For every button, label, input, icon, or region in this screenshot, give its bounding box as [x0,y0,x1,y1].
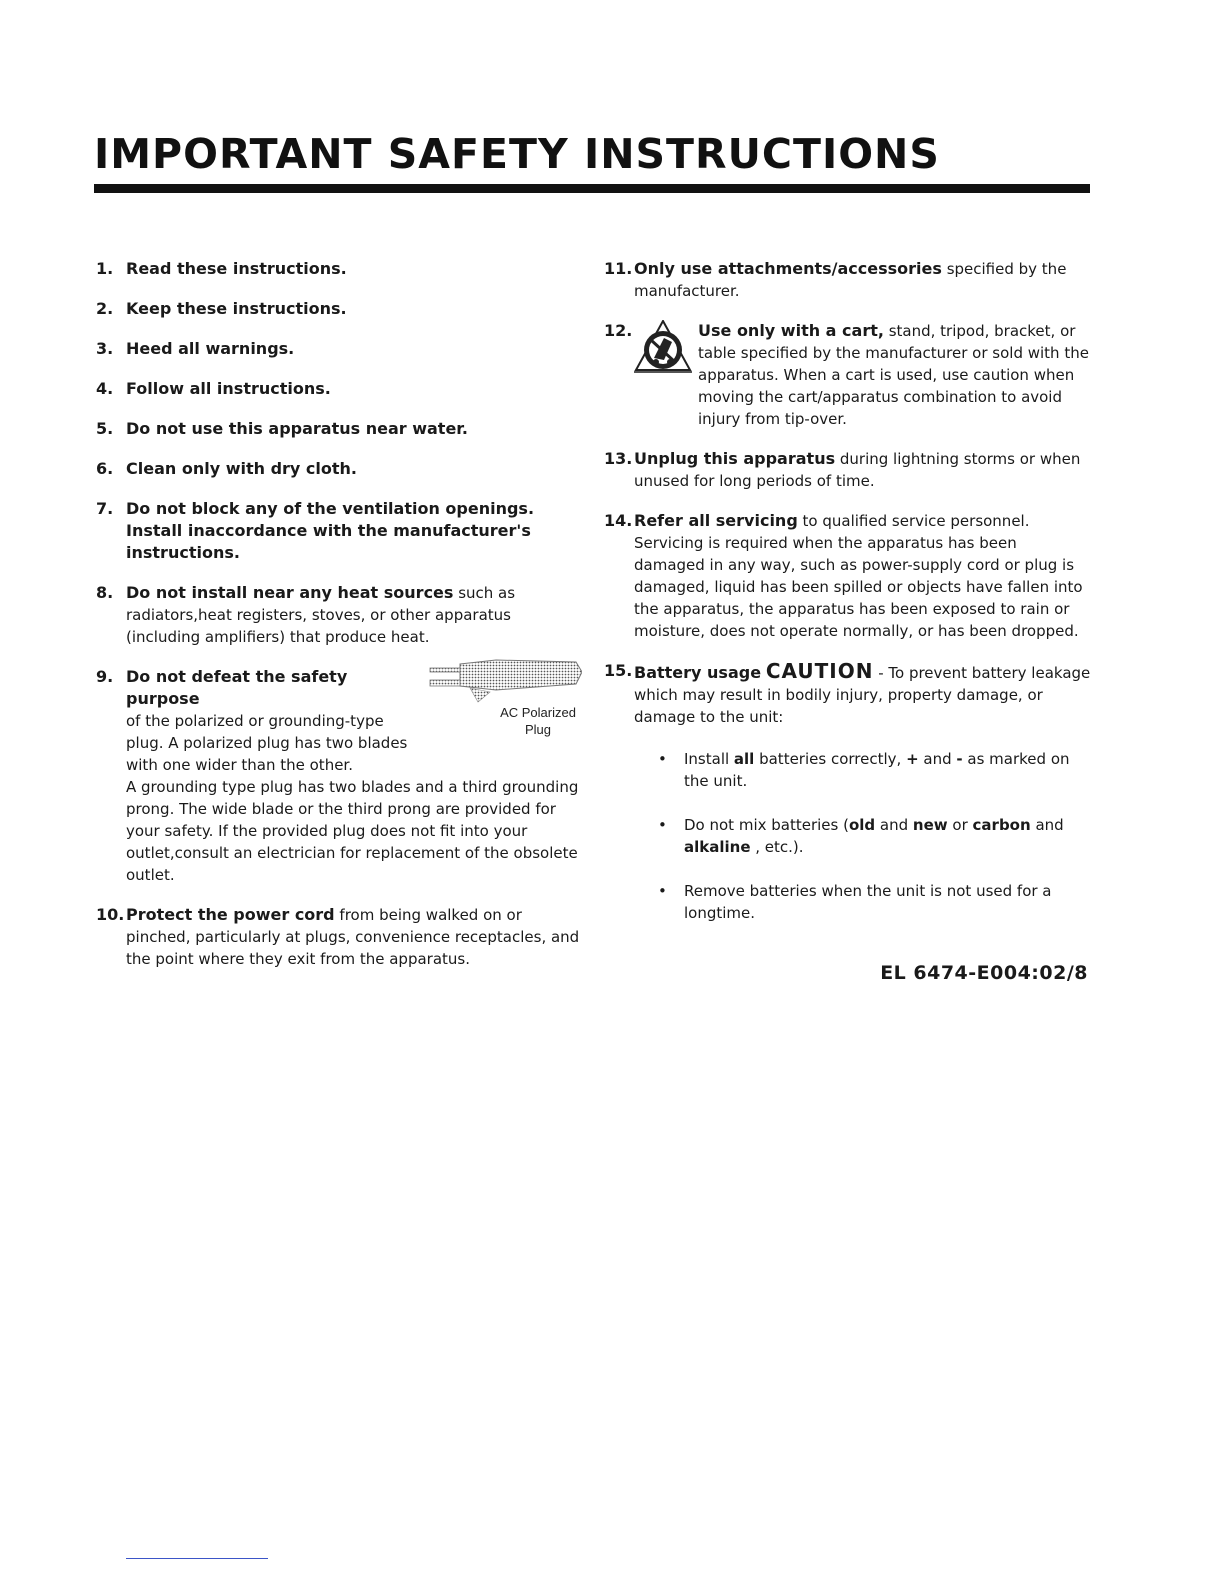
bullet-emphasis: all [733,750,755,768]
instruction-4 [94,378,584,400]
bullet-text: Remove batteries when the unit is not used for a longtime. [684,882,1052,922]
instruction-14 [602,510,1092,642]
item-text: of the polarized or grounding-type plug. A polarized plug has two blades with one wider than the other. [126,712,408,774]
bullet-emphasis: new [912,816,948,834]
bullet-text: and [875,816,913,834]
item-heading: Follow all instructions. [126,379,331,398]
instruction-3 [94,338,584,360]
list-item [654,880,1092,924]
instruction-7 [94,498,584,564]
instruction-15 [602,660,1092,924]
list-item [654,814,1092,858]
item-text-continued: A grounding type plug has two blades and a third grounding prong. The wide blade or the third prong are provided for your safety. If the provided plug does not fit into your outlet,consult an electrician for replacement of the obsolete outlet. [126,778,579,884]
item-heading: Protect the power cord [126,905,335,924]
battery-bullet-list [634,748,1092,924]
bullet-text: , etc.). [750,838,804,856]
item-number: 3. [96,339,114,358]
item-heading: Clean only with dry cloth. [126,459,357,478]
item-number: 8. [96,583,114,602]
instruction-1 [94,258,584,280]
bullet-dot: • [658,882,667,900]
left-column [94,258,584,988]
item-heading: Battery usage [634,663,762,682]
bullet-emphasis: alkaline [684,838,751,856]
item-number: 7. [96,499,114,518]
bullet-text: or [947,816,973,834]
cart-tip-over-warning-icon [634,320,692,376]
bullet-dot: • [658,750,667,768]
plus-sign: + [906,750,919,768]
plug-label-line-1: AC Polarized [500,705,576,720]
bullet-text: Install [684,750,734,768]
item-heading: Only use attachments/accessories [634,259,942,278]
document-code: EL 6474-E004:02/8 [880,962,1088,984]
plug-caption [490,704,586,738]
instruction-5 [94,418,584,440]
item-text: from being walked on or pinched, particularly at plugs, convenience receptacles, and the point where they exit from the apparatus. [126,906,580,968]
footer-link-underline [126,1558,268,1559]
item-text: such as radiators,heat registers, stoves, or other apparatus (including amplifiers) that produce heat. [126,584,516,646]
instruction-13 [602,448,1092,492]
item-number: 14. [604,511,633,530]
bullet-text: and [918,750,957,768]
list-item [654,748,1092,792]
bullet-dot: • [658,816,667,834]
bullet-text: as marked on the unit. [684,750,1070,790]
item-text: to qualified service personnel. Servicing is required when the apparatus has been damaged in any way, such as power-supply cord or plug is damaged, liquid has been spilled or objects have fallen into the apparatus, the apparatus has been exposed to rain or moisture, does not operate normally, or has been dropped. [634,512,1083,640]
bullet-emphasis: carbon [972,816,1031,834]
title-rule [94,184,1090,193]
item-heading: Do not block any of the ventilation openings. Install inaccordance with the manufacturer's instructions. [126,499,535,562]
item-heading: Read these instructions. [126,259,347,278]
item-heading: Unplug this apparatus [634,449,836,468]
item-number: 1. [96,259,114,278]
caution-label: CAUTION [765,659,874,683]
item-heading: Do not use this apparatus near water. [126,419,468,438]
item-number: 5. [96,419,114,438]
bullet-text: and [1030,816,1064,834]
bullet-text: Do not mix batteries ( [684,816,849,834]
plug-label-line-2: Plug [524,722,552,737]
instruction-12 [602,320,1092,430]
item-heading: Heed all warnings. [126,339,295,358]
item-number: 4. [96,379,114,398]
item-text: stand, tripod, bracket, or table specified by the manufacturer or sold with the apparatus. When a cart is used, use caution when moving the cart/apparatus combination to avoid injury from tip-over. [698,322,1089,428]
item-heading: Use only with a cart, [698,321,884,340]
item-number: 15. [604,661,633,680]
item-number: 12. [604,321,633,340]
bullet-emphasis: old [848,816,876,834]
minus-sign: - [956,750,963,768]
item-text: during lightning storms or when unused for long periods of time. [634,450,1081,490]
instruction-10 [94,904,584,970]
bullet-text: batteries correctly, [754,750,907,768]
page-title: IMPORTANT SAFETY INSTRUCTIONS [94,130,940,178]
instruction-11 [602,258,1092,302]
instruction-8 [94,582,584,648]
item-number: 9. [96,667,114,686]
item-text: specified by the manufacturer. [634,260,1067,300]
item-number: 13. [604,449,633,468]
item-heading: Do not defeat the safety purpose [126,667,348,708]
item-number: 11. [604,259,633,278]
item-number: 6. [96,459,114,478]
item-number: 2. [96,299,114,318]
item-heading: Keep these instructions. [126,299,347,318]
item-number: 10. [96,905,125,924]
item-heading: Refer all servicing [634,511,798,530]
right-column [602,258,1092,946]
instruction-6 [94,458,584,480]
polarized-plug-illustration [426,658,582,740]
instruction-9 [94,666,584,886]
instruction-2 [94,298,584,320]
item-text: - To prevent battery leakage which may result in bodily injury, property damage, or damage to the unit: [634,664,1091,726]
item-heading: Do not install near any heat sources [126,583,454,602]
plug-icon [426,658,582,708]
